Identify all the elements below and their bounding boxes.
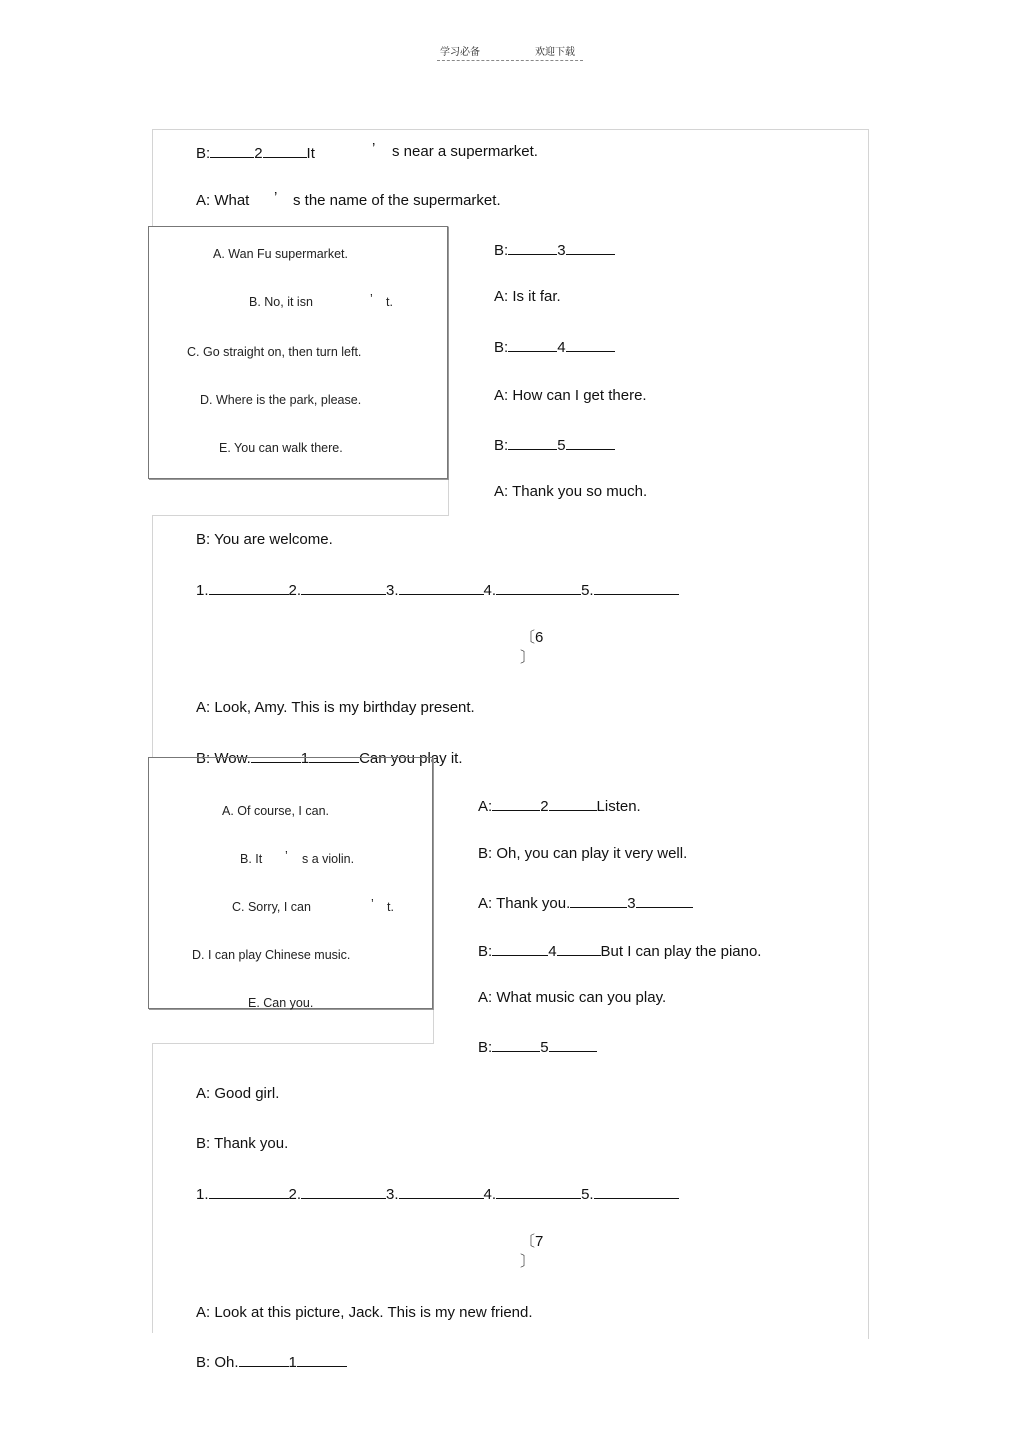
options-box-2 <box>148 757 433 1009</box>
answer-blank[interactable] <box>496 1184 581 1199</box>
dialog1-a-far: A: Is it far. <box>494 288 561 305</box>
dialog2-b-oh: B: Oh, you can play it very well. <box>478 845 688 862</box>
answer-blank[interactable] <box>557 941 601 956</box>
option-d: D. Where is the park, please. <box>200 393 362 407</box>
option-b-apos: ’ <box>370 292 373 306</box>
dialog2-a-good: A: Good girl. <box>196 1085 280 1102</box>
frame-top <box>152 129 868 130</box>
frame-right <box>868 129 869 1339</box>
option-b: B. It <box>240 852 263 866</box>
answer-blank[interactable] <box>508 240 557 255</box>
answer-row-2: 1. 2. 3. 4. 5. <box>196 1184 679 1204</box>
answer-blank[interactable] <box>209 580 289 595</box>
dialog1-b3-line: B: 3 <box>494 240 615 260</box>
dialog2-b5-line: B: 5 <box>478 1037 597 1057</box>
answer-blank[interactable] <box>492 1037 540 1052</box>
answer-blank[interactable] <box>549 796 597 811</box>
header-right: 欢迎下载 <box>535 47 575 58</box>
answer-blank[interactable] <box>399 1184 484 1199</box>
answer-blank[interactable] <box>239 1352 289 1367</box>
option-b-tail: s a violin. <box>302 852 355 866</box>
option-e: E. Can you. <box>248 996 314 1010</box>
answer-blank[interactable] <box>566 435 615 450</box>
dialog2-a-music: A: What music can you play. <box>478 989 667 1006</box>
frame-step-2 <box>152 1043 434 1044</box>
option-c-tail: t. <box>387 900 394 914</box>
option-c: C. Go straight on, then turn left. <box>187 345 362 359</box>
answer-blank[interactable] <box>508 337 557 352</box>
answer-blank[interactable] <box>301 580 386 595</box>
answer-blank[interactable] <box>594 1184 679 1199</box>
answer-blank[interactable] <box>566 337 615 352</box>
section-7-close: 〕 <box>520 1253 536 1270</box>
dialog3-b1-line: B: Oh. 1 <box>196 1352 347 1372</box>
dialog1-b-welcome: B: You are welcome. <box>196 531 333 548</box>
answer-blank[interactable] <box>492 796 540 811</box>
header-left: 学习必备 <box>440 47 480 58</box>
dialog2-b4-line: B: 4 But I can play the piano. <box>478 943 762 960</box>
dialog2-a3-line: A: Thank you. 3 <box>478 893 693 913</box>
section-7-open: 〔7 <box>520 1233 544 1250</box>
dialog1-b4-line: B: 4 <box>494 337 615 357</box>
option-d: D. I can play Chinese music. <box>192 948 351 962</box>
frame-left-3 <box>152 1043 153 1333</box>
answer-blank[interactable] <box>492 941 548 956</box>
answer-blank[interactable] <box>301 1184 386 1199</box>
dialog1-a-thanks: A: Thank you so much. <box>494 483 648 500</box>
answer-blank[interactable] <box>210 143 254 158</box>
option-c-apos: ’ <box>371 897 374 911</box>
dialog1-a-name-rest: s the name of the supermarket. <box>293 192 501 209</box>
answer-blank[interactable] <box>297 1352 347 1367</box>
answer-blank[interactable] <box>399 580 484 595</box>
dialog1-b5-line: B: 5 <box>494 435 615 455</box>
answer-blank[interactable] <box>209 1184 289 1199</box>
dialog2-a-look: A: Look, Amy. This is my birthday present. <box>196 699 475 716</box>
dialog2-a2-line: A: 2 Listen. <box>478 798 641 815</box>
answer-blank[interactable] <box>549 1037 597 1052</box>
header-rule <box>437 60 583 61</box>
dialog2-b1-line: B: Wow. 1 Can you play it. <box>196 750 463 767</box>
answer-blank[interactable] <box>594 580 679 595</box>
dialog1-b2-apos: ’ <box>372 140 376 157</box>
frame-step-2v <box>433 757 434 1044</box>
dialog1-a-how: A: How can I get there. <box>494 387 647 404</box>
answer-row-1: 1. 2. 3. 4. 5. <box>196 580 679 600</box>
answer-blank[interactable] <box>263 143 307 158</box>
answer-blank[interactable] <box>636 893 693 908</box>
dialog3-a-look: A: Look at this picture, Jack. This is my new friend. <box>196 1304 533 1321</box>
dialog1-a-name-apos: ’ <box>274 189 278 206</box>
frame-left-2 <box>152 515 153 757</box>
answer-blank[interactable] <box>570 893 627 908</box>
answer-blank[interactable] <box>496 580 581 595</box>
answer-blank[interactable] <box>566 240 615 255</box>
answer-blank[interactable] <box>508 435 557 450</box>
frame-step-1v <box>448 226 449 516</box>
dialog1-b2-rest: s near a supermarket. <box>392 143 538 160</box>
section-6-open: 〔6 <box>520 629 544 646</box>
option-c: C. Sorry, I can <box>232 900 311 914</box>
frame-step-1 <box>152 515 449 516</box>
option-a: A. Wan Fu supermarket. <box>213 247 348 261</box>
dialog1-b2-line: B: 2 It <box>196 145 315 162</box>
option-a: A. Of course, I can. <box>222 804 329 818</box>
option-e: E. You can walk there. <box>219 441 343 455</box>
frame-left-1 <box>152 129 153 226</box>
option-b-apos: ’ <box>285 849 288 863</box>
dialog1-a-name: A: What <box>196 192 250 209</box>
dialog2-b-thank: B: Thank you. <box>196 1135 289 1152</box>
option-b: B. No, it isn <box>249 295 313 309</box>
option-b-tail: t. <box>386 295 393 309</box>
section-6-close: 〕 <box>520 649 536 666</box>
